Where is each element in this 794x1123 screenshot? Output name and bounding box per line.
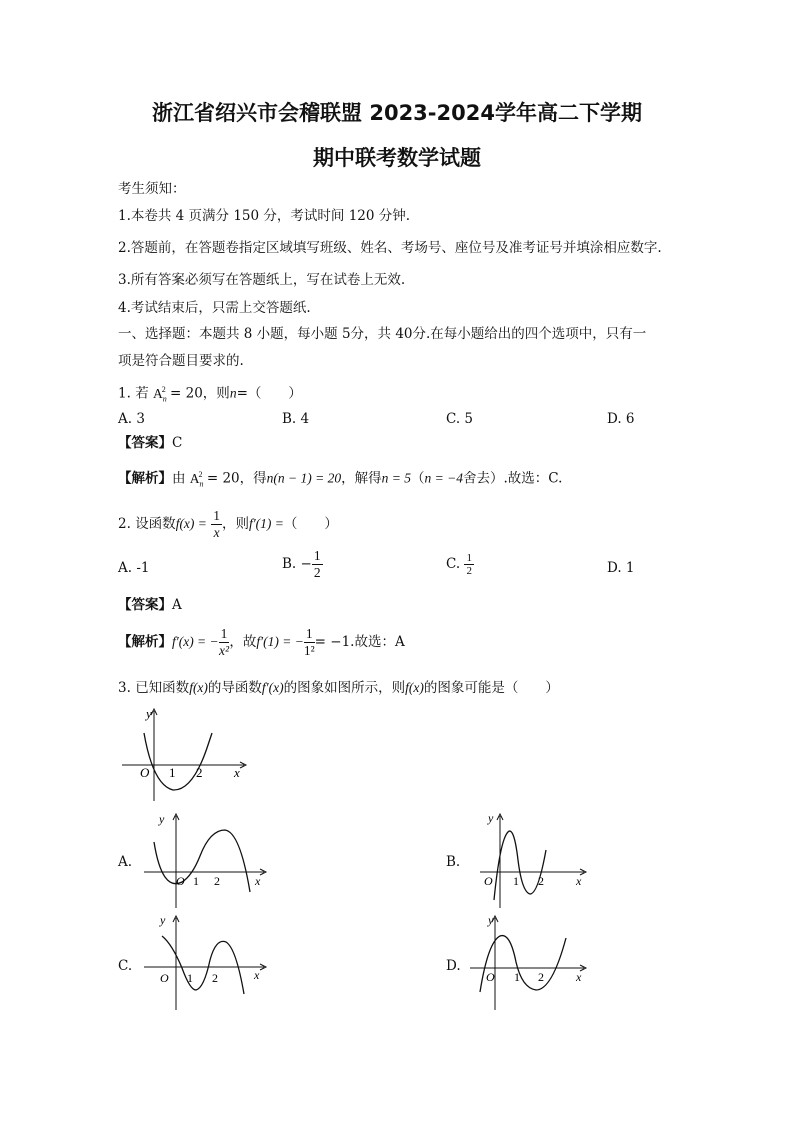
question-number: 2. [118, 516, 131, 532]
x-axis-label: x [234, 765, 240, 780]
option-c-label: C. [118, 958, 133, 974]
y-axis-label: y [146, 706, 152, 721]
title-line-1: 浙江省绍兴市会稽联盟 2023-2024学年高二下学期 [152, 101, 642, 125]
svg-text:x: x [576, 970, 582, 984]
svg-text:1: 1 [513, 874, 519, 888]
tick-label-1: 1 [169, 765, 176, 780]
svg-text:O: O [484, 874, 493, 888]
question-1-stem: 1. 若 $A_n^2 = 20$，则n=（ ） [118, 385, 302, 404]
section-heading-line-1: 一、选择题：本题共 8 小题，每小题 5分，共 40分.在每小题给出的四个选项中，只有一 [118, 326, 647, 342]
derivative-graph [118, 705, 258, 805]
notice-heading: 考生须知： [118, 181, 186, 197]
option-d: D. 6 [607, 411, 635, 427]
option-a-label: A. [118, 854, 133, 870]
option-d-graph [466, 912, 596, 1012]
svg-text:O: O [176, 874, 185, 888]
svg-text:x: x [576, 874, 582, 888]
question-number: 1. [118, 385, 131, 402]
svg-text:1: 1 [187, 971, 193, 985]
svg-text:2: 2 [538, 970, 544, 984]
notice-item-1: 1.本卷共 4 页满分 150 分，考试时间 120 分钟. [118, 208, 411, 224]
section-heading-line-2: 项是符合题目要求的. [118, 353, 244, 369]
option-a-graph [140, 810, 275, 910]
svg-text:y: y [159, 812, 165, 826]
svg-text:2: 2 [214, 874, 220, 888]
svg-text:y: y [488, 913, 494, 927]
option-a: A. -1 [118, 560, 150, 576]
question-number: 3. [118, 680, 131, 696]
svg-text:1: 1 [193, 874, 199, 888]
option-c-graph [140, 912, 275, 1012]
option-c: C. $\frac{1}{2}$ [446, 552, 472, 577]
svg-text:2: 2 [212, 971, 218, 985]
curve [154, 830, 250, 892]
arrangement-symbol: $A_n^2$ [152, 385, 167, 404]
svg-text:x: x [254, 968, 260, 982]
option-c: C. 5 [446, 411, 474, 427]
tick-label-2: 2 [196, 765, 203, 780]
option-b: B. − $\frac{1}{2}$ [282, 548, 321, 580]
svg-text:2: 2 [538, 874, 544, 888]
analysis-1: 【解析】由 $A_n^2 = 20$，得n(n − 1) = 20，解得n = 5（n = −4舍去）.故选：C. [118, 470, 563, 489]
notice-item-2: 2.答题前，在答题卷指定区域填写班级、姓名、考场号、座位号及准考证号并填涂相应数字. [118, 240, 662, 256]
svg-text:y: y [160, 913, 166, 927]
question-2-stem: 2. 设函数f(x) = $\frac{1}{x}$ ，则f′(1) =（ ） [118, 508, 338, 540]
option-b-label: B. [446, 854, 461, 870]
option-d-label: D. [446, 958, 461, 974]
option-d: D. 1 [607, 560, 635, 576]
answer-2: 【答案】A [118, 597, 182, 613]
svg-text:1: 1 [514, 970, 520, 984]
svg-text:y: y [488, 811, 494, 825]
notice-item-3: 3.所有答案必须写在答题纸上，写在试卷上无效. [118, 272, 406, 288]
question-3-stem: 3. 已知函数f(x)的导函数f′(x)的图象如图所示，则f(x)的图象可能是（ ） [118, 680, 559, 696]
svg-text:x: x [255, 874, 261, 888]
origin-label: O [140, 765, 150, 780]
svg-text:O: O [160, 971, 169, 985]
option-a: A. 3 [118, 411, 145, 427]
curve [494, 831, 546, 900]
fraction: $\frac{1}{x}$ [213, 508, 220, 540]
curve [162, 936, 244, 994]
analysis-2: 【解析】f′(x) = − $\frac{1}{\text{x²}}$ ，故f′(1) = − $\frac{1}{\text{1²}}$ = −1.故选：A [118, 626, 405, 658]
svg-text:O: O [486, 970, 495, 984]
answer-1: 【答案】C [118, 435, 183, 451]
option-b-graph [466, 810, 596, 910]
option-b: B. 4 [282, 411, 310, 427]
notice-item-4: 4.考试结束后，只需上交答题纸. [118, 300, 311, 316]
title-line-2: 期中联考数学试题 [313, 146, 481, 170]
